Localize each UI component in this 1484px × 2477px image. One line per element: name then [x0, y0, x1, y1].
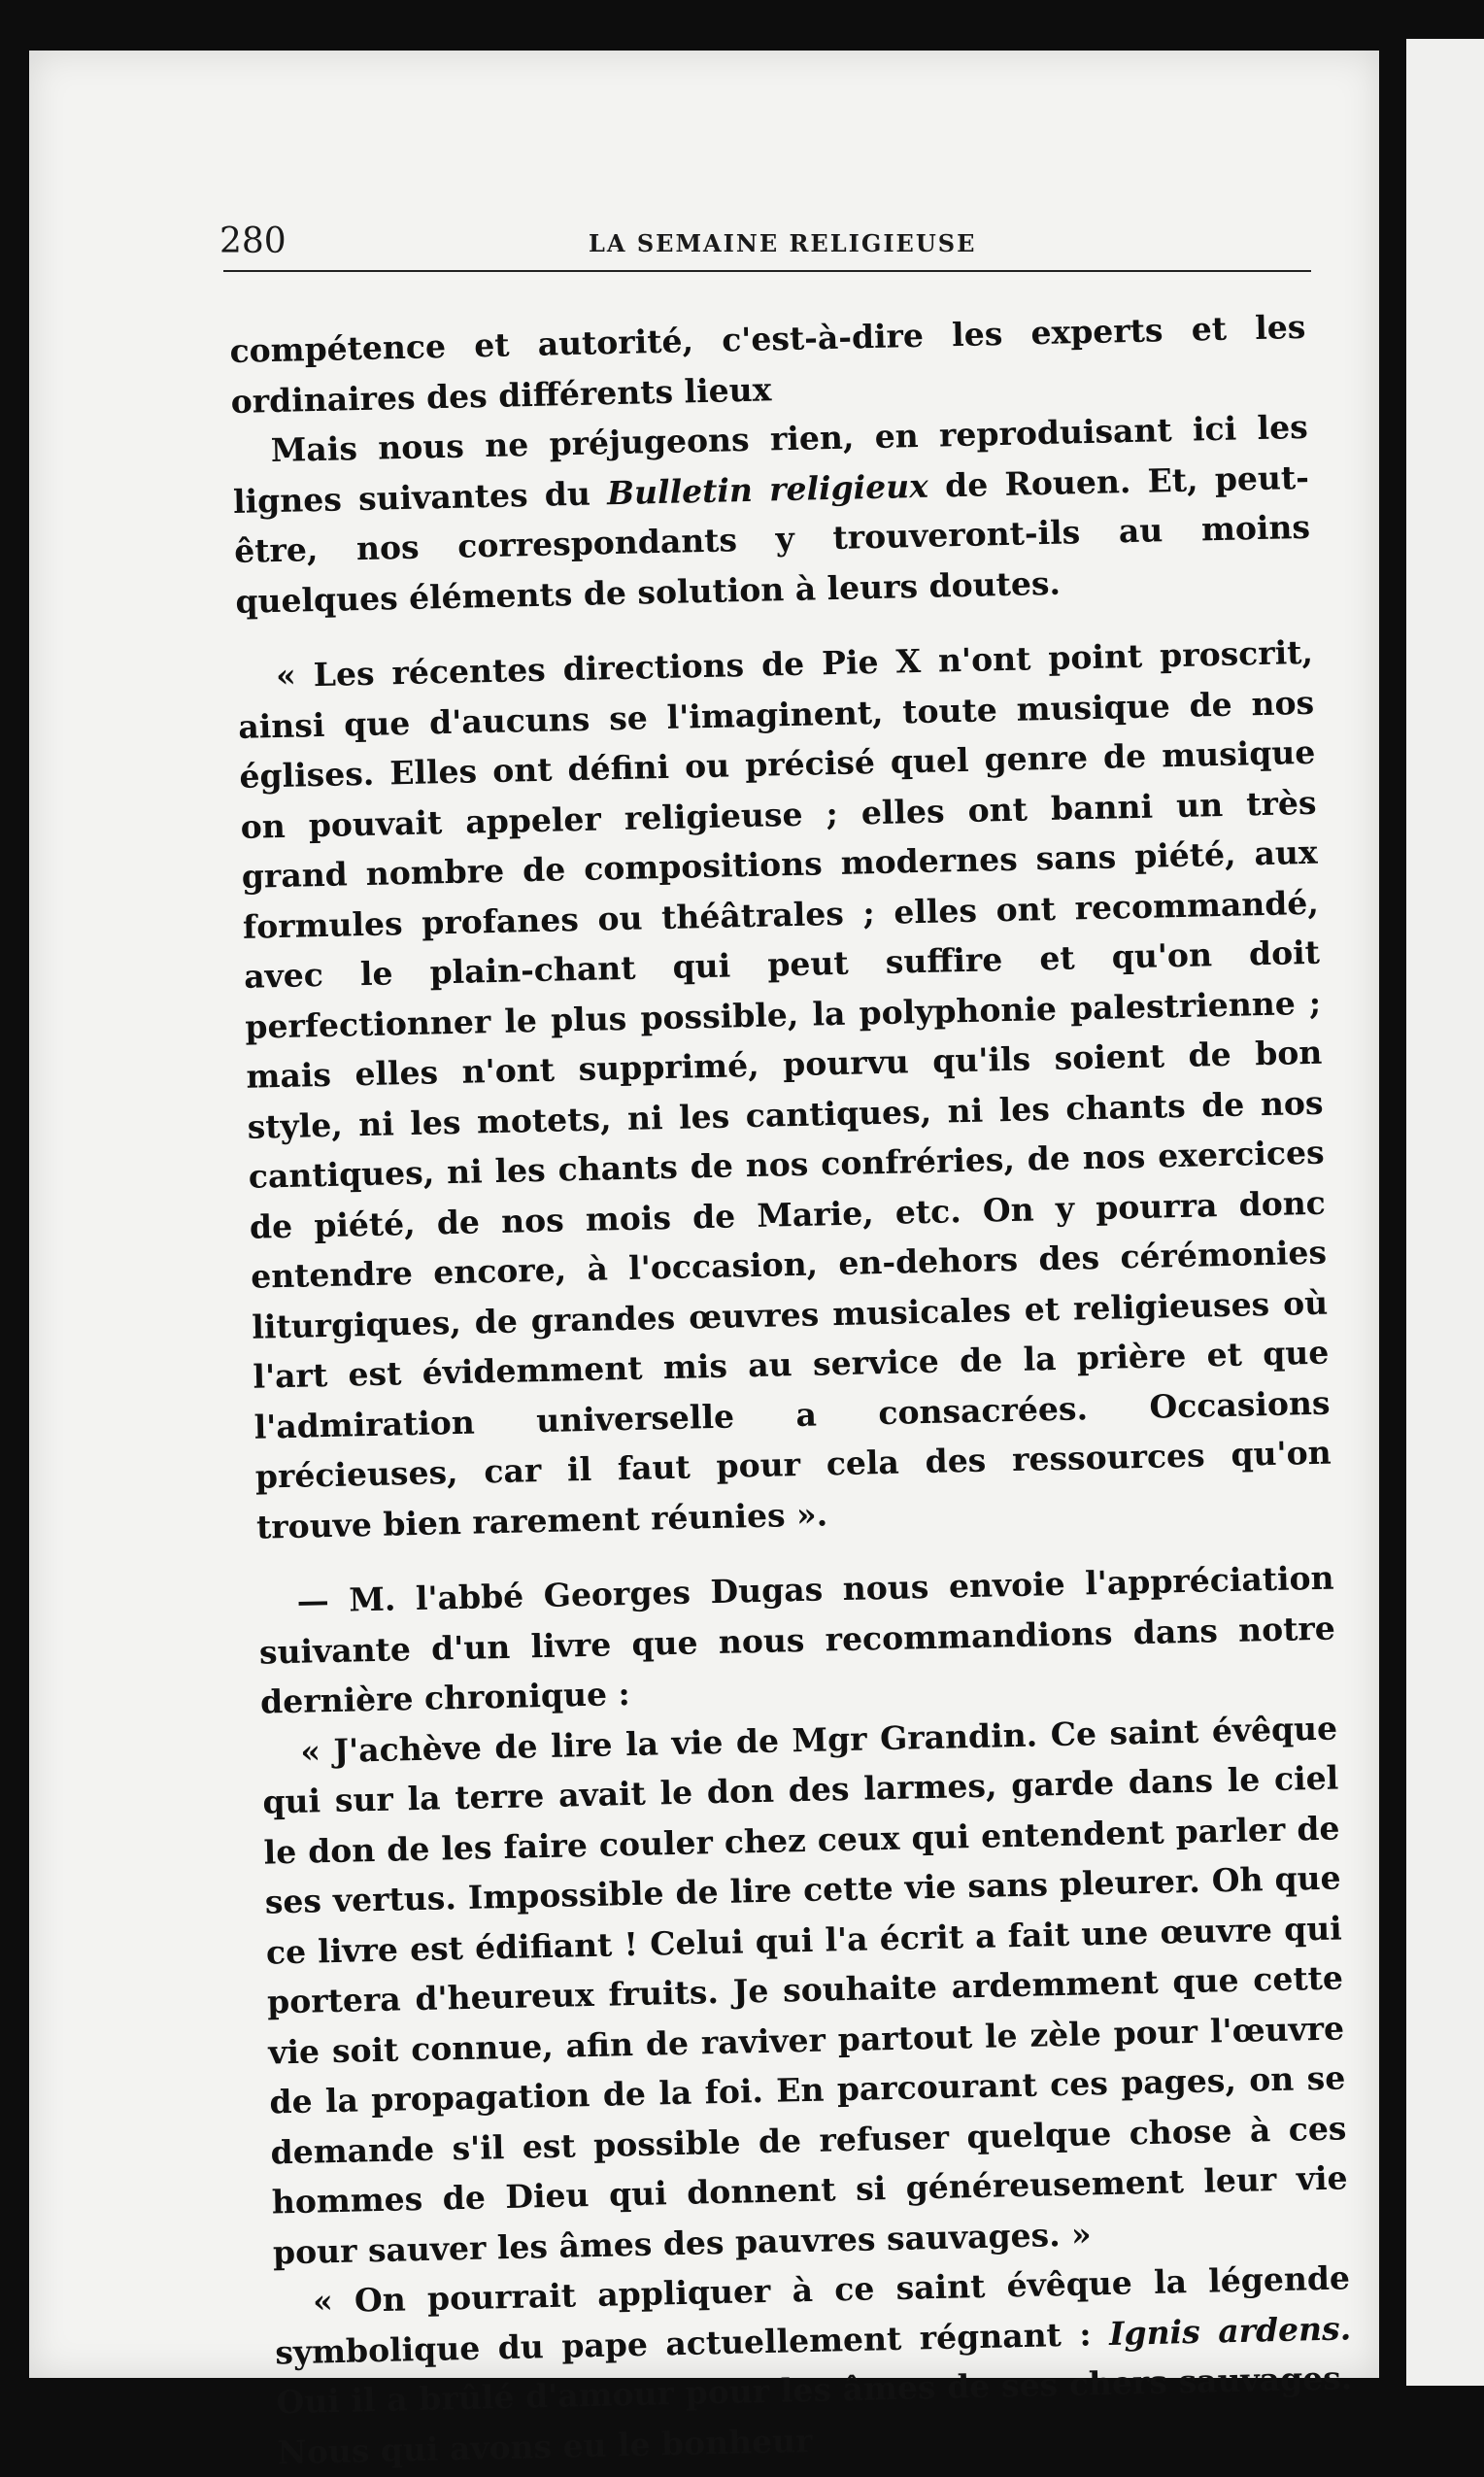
quotation-dugas-2-text-a: « On pourrait appliquer à ce saint évêque la légende symbolique du pape actuellement régnant : — [274, 2258, 1351, 2371]
paragraph-intro-text-a: Mais nous ne préjugeons rien, en reproduisant ici les lignes suivantes du — [232, 407, 1309, 521]
quotation-bulletin: « Les récentes directions de Pie X n'ont point proscrit, ainsi que d'aucuns se l'imaginent, toute musique de nos églises. Elles ont défini ou précisé quel genre de musique on pouvait appeler religieuse ; elles ont banni un très grand nombre de compositions modernes sans piété, aux formules profanes ou théâtrales ; elles ont recommandé, avec le plain-chant qui peut suffire et qu'on doit perfectionner le plus possible, la polyphonie palestrienne ; mais elles n'ont supprimé, pourvu qu'ils soient de bon style, ni les motets, ni les cantiques, ni les chants de nos cantiques, ni les chants de nos confréries, de nos exercices de piété, de nos mois de Marie, etc. On y pourra donc entendre encore, à l'occasion, en-dehors des cérémonies liturgiques, de grandes œuvres musicales et religieuses où l'art est évidemment mis au service de la prière et que l'admiration universelle a consacrées. Occasions précieuses, car il faut pour cela des ressources qu'on trouve bien rarement réunies ». — [237, 632, 1332, 1546]
header-rule — [223, 270, 1311, 272]
paragraph-continuation: compétence et autorité, c'est-à-dire les experts et les ordinaires des différents lieux — [229, 307, 1306, 421]
quotation-dugas-2 — [274, 2253, 1354, 2477]
page-header — [190, 212, 1298, 270]
quotation-dugas-2-text-b: Oui il a brûlé d'amour pour les âmes de ses chers sauvages. Nous qui avons eu le bonheur — [276, 2358, 1353, 2471]
running-title: LA SEMAINE RELIGIEUSE — [589, 229, 977, 257]
bulletin-title: Bulletin religieux — [606, 466, 929, 512]
quotation-dugas-1: « J'achève de lire la vie de Mgr Grandin. Ce saint évêque qui sur la terre avait le don des larmes, garde dans le ciel le don de les faire couler chez ceux qui entendent parler de ses vertus. Impossible de lire cette vie sans pleurer. Oh que ce livre est édifiant ! Celui qui l'a écrit a fait une œuvre qui portera d'heureux fruits. Je souhaite ardemment que cette vie soit connue, afin de raviver partout le zèle pour l'œuvre de la propagation de la foi. En parcourant ces pages, on se demande s'il est possible de refuser quelque chose à ces hommes de Dieu qui donnent si généreusement leur vie pour sauver les âmes des pauvres sauvages. » — [262, 1708, 1348, 2271]
page-number: 280 — [219, 221, 287, 261]
adjacent-page-edge — [1406, 39, 1484, 2386]
page-body — [229, 302, 1354, 2477]
paragraph-dugas: — M. l'abbé Georges Dugas nous envoie l'appréciation suivante d'un livre que nous recommandions dans notre dernière chronique : — [258, 1558, 1336, 1721]
paragraph-intro-text-b: de Rouen. Et, peut-être, nos correspondants y trouveront-ils au moins quelques éléments de solution à leurs doutes. — [233, 458, 1311, 621]
paragraph-intro — [231, 402, 1311, 627]
papal-motto: Ignis ardens. — [1108, 2308, 1352, 2353]
